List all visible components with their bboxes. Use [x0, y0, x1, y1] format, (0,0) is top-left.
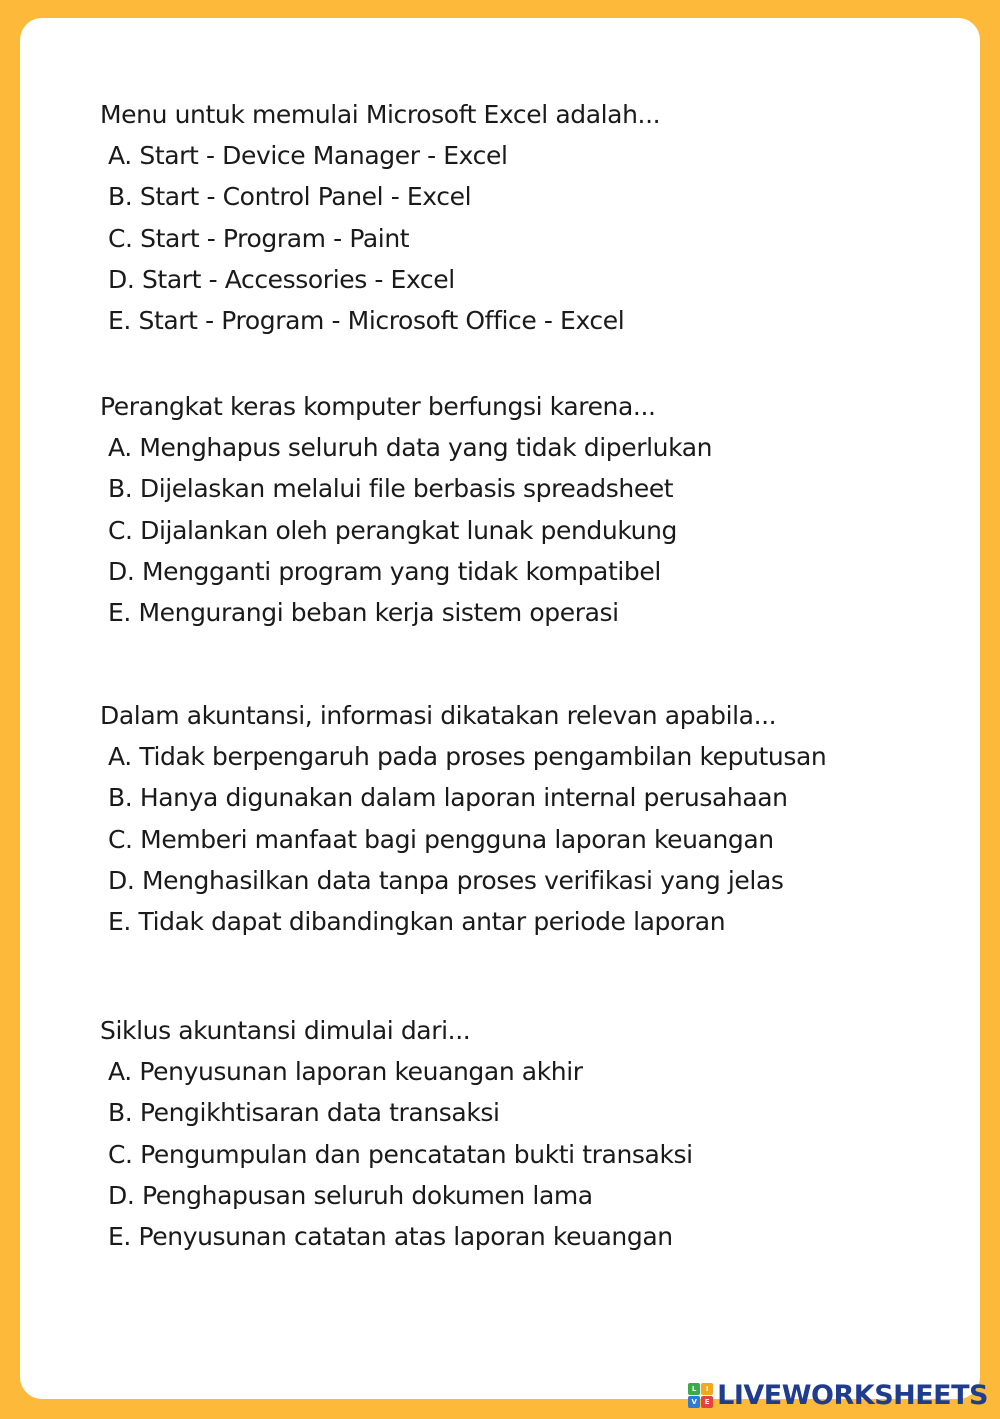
option-b: B. Pengikhtisaran data transaksi	[108, 1098, 500, 1128]
option-e: E. Penyusunan catatan atas laporan keuangan	[108, 1222, 673, 1252]
question-text: Dalam akuntansi, informasi dikatakan relevan apabila...	[100, 701, 777, 730]
option-a: A. Penyusunan laporan keuangan akhir	[108, 1057, 583, 1087]
question-2	[100, 386, 712, 633]
question-1	[100, 94, 660, 341]
option-c: C. Start - Program - Paint	[108, 223, 410, 253]
logo-tile-i: I	[701, 1383, 713, 1395]
question-text: Perangkat keras komputer berfungsi karena...	[100, 392, 656, 421]
option-e: E. Tidak dapat dibandingkan antar periode laporan	[108, 907, 726, 937]
liveworksheets-logo	[688, 1380, 988, 1411]
option-b: B. Dijelaskan melalui file berbasis spreadsheet	[108, 474, 674, 504]
option-d: D. Menghasilkan data tanpa proses verifikasi yang jelas	[108, 865, 784, 895]
option-b: B. Hanya digunakan dalam laporan internal perusahaan	[108, 783, 788, 813]
option-a: A. Start - Device Manager - Excel	[108, 141, 508, 171]
option-c: C. Pengumpulan dan pencatatan bukti transaksi	[108, 1139, 693, 1169]
logo-grid-icon	[688, 1383, 713, 1408]
worksheet-page	[20, 18, 980, 1399]
question-3	[100, 695, 826, 942]
option-c: C. Memberi manfaat bagi pengguna laporan keuangan	[108, 824, 774, 854]
question-4	[100, 1010, 693, 1257]
option-d: D. Mengganti program yang tidak kompatibel	[108, 556, 661, 586]
logo-tile-v: V	[688, 1396, 700, 1408]
brand-name: LIVEWORKSHEETS	[717, 1380, 988, 1411]
question-text: Menu untuk memulai Microsoft Excel adalah...	[100, 100, 661, 129]
question-text: Siklus akuntansi dimulai dari...	[100, 1016, 471, 1045]
logo-tile-e: E	[701, 1396, 713, 1408]
option-a: A. Menghapus seluruh data yang tidak diperlukan	[108, 433, 713, 463]
option-e: E. Mengurangi beban kerja sistem operasi	[108, 598, 619, 628]
option-d: D. Start - Accessories - Excel	[108, 264, 455, 294]
option-a: A. Tidak berpengaruh pada proses pengambilan keputusan	[108, 742, 827, 772]
option-e: E. Start - Program - Microsoft Office - Excel	[108, 306, 625, 336]
option-b: B. Start - Control Panel - Excel	[108, 182, 472, 212]
logo-tile-l: L	[688, 1383, 700, 1395]
option-d: D. Penghapusan seluruh dokumen lama	[108, 1180, 593, 1210]
option-c: C. Dijalankan oleh perangkat lunak pendukung	[108, 515, 678, 545]
